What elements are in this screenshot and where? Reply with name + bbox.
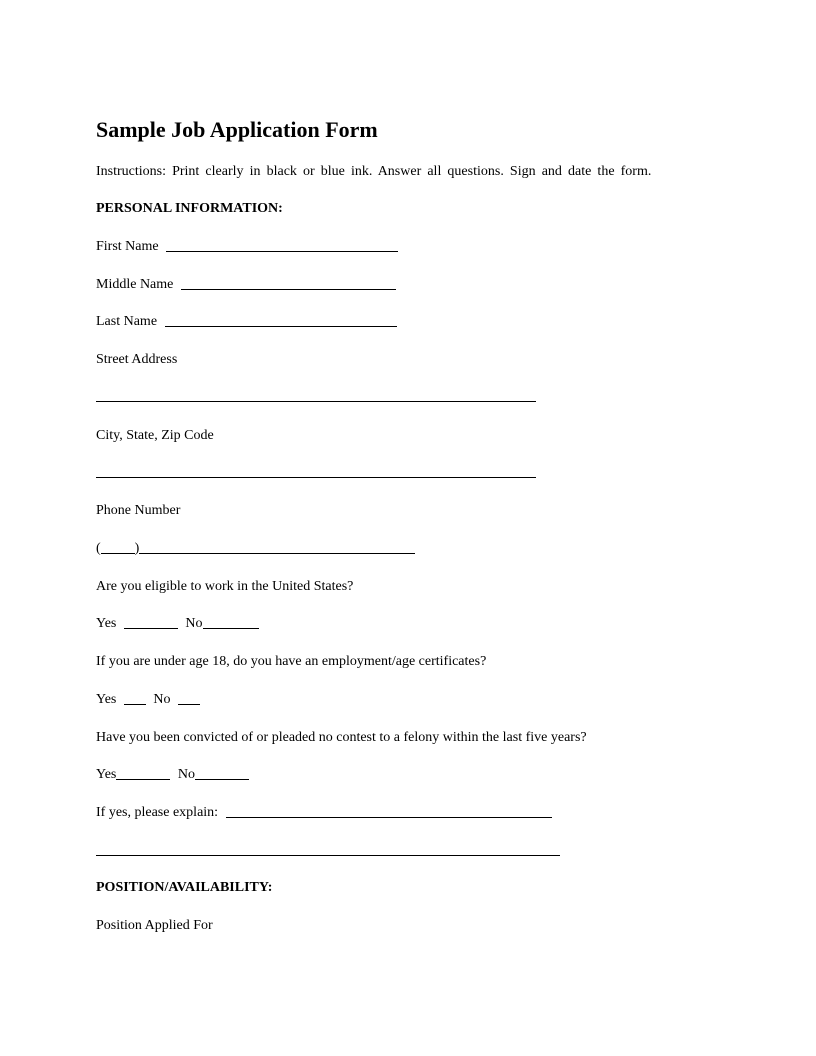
area-code-field[interactable] — [101, 553, 135, 554]
eligible-yes-label: Yes — [96, 616, 117, 631]
personal-information-heading: PERSONAL INFORMATION: — [96, 201, 283, 216]
street-address-row — [96, 388, 536, 406]
under-18-question: If you are under age 18, do you have an employment/age certificates? — [96, 654, 487, 669]
felony-yes-label: Yes — [96, 767, 117, 782]
position-applied-label: Position Applied For — [96, 918, 213, 933]
under-18-answer-row — [96, 691, 200, 709]
felony-no-label: No — [177, 767, 195, 782]
street-address-label: Street Address — [96, 352, 178, 367]
first-name-row — [96, 238, 398, 256]
middle-name-field[interactable] — [181, 289, 396, 290]
phone-number-label: Phone Number — [96, 503, 181, 518]
first-name-field[interactable] — [166, 251, 398, 252]
under-18-no-field[interactable] — [178, 704, 200, 705]
under-18-yes-label: Yes — [96, 692, 117, 707]
street-address-field[interactable] — [96, 401, 536, 402]
first-name-label: First Name — [96, 239, 159, 254]
last-name-row — [96, 313, 397, 331]
explain-field-continued[interactable] — [96, 855, 560, 856]
explain-row — [96, 804, 552, 822]
under-18-no-label: No — [153, 692, 171, 707]
felony-question: Have you been convicted of or pleaded no contest to a felony within the last five years? — [96, 730, 587, 745]
phone-paren-close: ) — [134, 541, 140, 556]
eligible-yes-field[interactable] — [124, 628, 178, 629]
eligible-no-field[interactable] — [203, 628, 259, 629]
explain-label: If yes, please explain: — [96, 805, 219, 820]
phone-paren-open: ( — [96, 541, 101, 556]
city-state-zip-field[interactable] — [96, 477, 536, 478]
explain-continuation-row — [96, 842, 560, 860]
felony-answer-row — [96, 766, 249, 784]
eligible-answer-row — [96, 615, 259, 633]
felony-no-field[interactable] — [195, 779, 249, 780]
city-state-zip-row — [96, 464, 536, 482]
explain-field[interactable] — [226, 817, 552, 818]
phone-number-field[interactable] — [139, 553, 415, 554]
last-name-label: Last Name — [96, 314, 158, 329]
felony-yes-field[interactable] — [116, 779, 170, 780]
last-name-field[interactable] — [165, 326, 397, 327]
eligible-question: Are you eligible to work in the United States? — [96, 579, 354, 594]
under-18-yes-field[interactable] — [124, 704, 146, 705]
city-state-zip-label: City, State, Zip Code — [96, 428, 214, 443]
middle-name-label: Middle Name — [96, 277, 174, 292]
middle-name-row — [96, 276, 396, 294]
eligible-no-label: No — [185, 616, 203, 631]
form-title: Sample Job Application Form — [96, 117, 378, 142]
instructions-text: Instructions: Print clearly in black or blue ink. Answer all questions. Sign and date the form. — [96, 164, 652, 179]
position-availability-heading: POSITION/AVAILABILITY: — [96, 880, 273, 895]
phone-number-row — [96, 540, 415, 558]
